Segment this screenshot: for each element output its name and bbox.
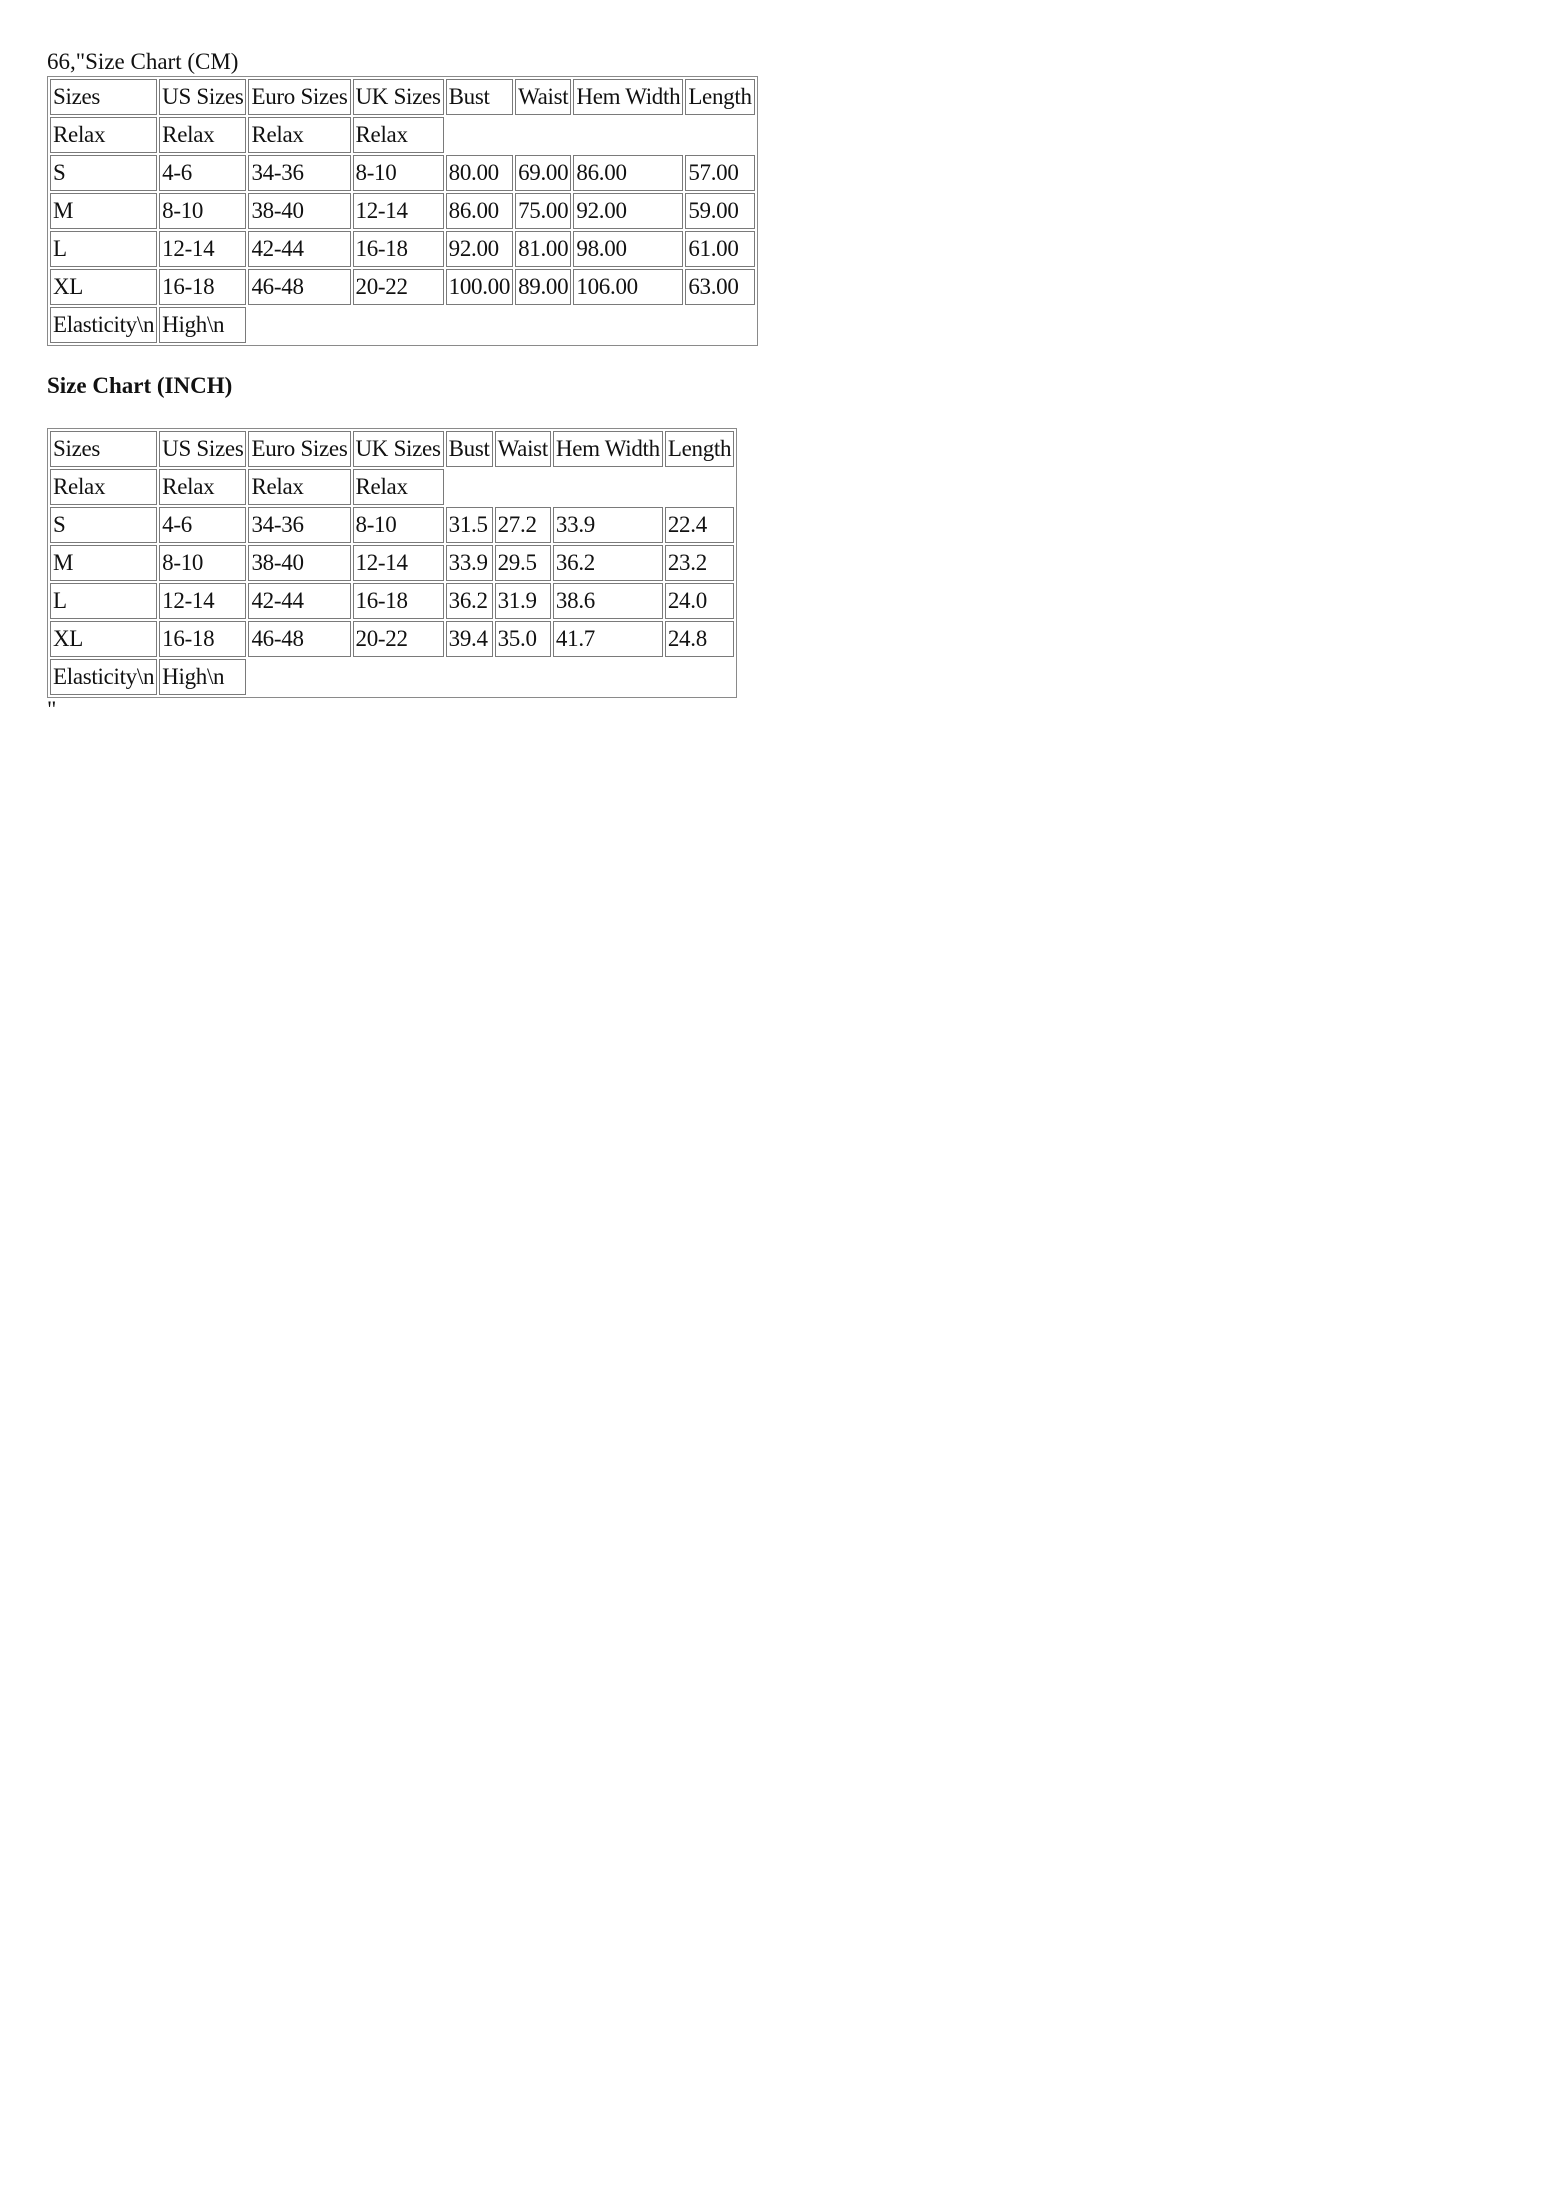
table-row <box>50 155 755 191</box>
table-row <box>50 269 755 305</box>
table-cell: 75.00 <box>515 193 571 229</box>
table-cell: 100.00 <box>446 269 513 305</box>
trailing-quote: " <box>47 697 57 722</box>
table-cell: 4-6 <box>159 507 246 543</box>
empty-cell <box>573 117 683 153</box>
table-cell: 39.4 <box>446 621 493 657</box>
table-cell: Sizes <box>50 431 157 467</box>
table-cell: 42-44 <box>248 231 350 267</box>
table-cell: 41.7 <box>553 621 663 657</box>
table-cell: Hem Width <box>573 79 683 115</box>
table-cell: Relax <box>50 469 157 505</box>
empty-cell <box>515 307 571 343</box>
table-cell: 34-36 <box>248 155 350 191</box>
empty-cell <box>248 307 350 343</box>
empty-cell <box>248 659 350 695</box>
table-cell: L <box>50 231 157 267</box>
table-cell: 80.00 <box>446 155 513 191</box>
table-cell: XL <box>50 269 157 305</box>
document-page <box>47 48 758 722</box>
table-cell: Sizes <box>50 79 157 115</box>
table-cell: Relax <box>353 469 444 505</box>
elasticity-row <box>50 307 755 343</box>
table-cell: Relax <box>159 117 246 153</box>
table-row <box>50 507 734 543</box>
table-cell: 16-18 <box>353 231 444 267</box>
empty-cell <box>665 659 734 695</box>
relax-row <box>50 469 734 505</box>
table-cell: Relax <box>353 117 444 153</box>
table-cell: 86.00 <box>446 193 513 229</box>
empty-cell <box>446 307 513 343</box>
table-cell: Relax <box>248 469 350 505</box>
inch-size-table <box>47 428 737 698</box>
empty-cell <box>665 469 734 505</box>
table-cell: Euro Sizes <box>248 431 350 467</box>
table-cell: 61.00 <box>685 231 754 267</box>
empty-cell <box>685 117 754 153</box>
cm-size-table <box>47 76 758 346</box>
table-cell: Length <box>665 431 734 467</box>
table-cell: 57.00 <box>685 155 754 191</box>
table-cell: 42-44 <box>248 583 350 619</box>
table-row <box>50 621 734 657</box>
table-cell: 27.2 <box>495 507 551 543</box>
table-cell: Waist <box>515 79 571 115</box>
table-cell: 29.5 <box>495 545 551 581</box>
table-cell: US Sizes <box>159 431 246 467</box>
table-cell: Bust <box>446 431 493 467</box>
table-cell: L <box>50 583 157 619</box>
table-cell: 89.00 <box>515 269 571 305</box>
table-cell: 12-14 <box>159 583 246 619</box>
table-cell: 33.9 <box>553 507 663 543</box>
table-cell: 63.00 <box>685 269 754 305</box>
table-cell: 16-18 <box>353 583 444 619</box>
header-row <box>50 431 734 467</box>
table-cell: 8-10 <box>159 193 246 229</box>
table-row <box>50 193 755 229</box>
table-cell: S <box>50 155 157 191</box>
table-row <box>50 583 734 619</box>
table-cell: 106.00 <box>573 269 683 305</box>
table-cell: M <box>50 545 157 581</box>
table-cell: 24.0 <box>665 583 734 619</box>
table-cell: 33.9 <box>446 545 493 581</box>
table-cell: 98.00 <box>573 231 683 267</box>
table-cell: 38.6 <box>553 583 663 619</box>
inch-chart-heading: Size Chart (INCH) <box>47 373 233 398</box>
table-cell: Length <box>685 79 754 115</box>
table-cell: 20-22 <box>353 621 444 657</box>
table-cell: Elasticity\n <box>50 307 157 343</box>
table-cell: 36.2 <box>446 583 493 619</box>
table-cell: 12-14 <box>353 545 444 581</box>
table-cell: 34-36 <box>248 507 350 543</box>
empty-cell <box>515 117 571 153</box>
table-row <box>50 545 734 581</box>
table-cell: 36.2 <box>553 545 663 581</box>
table-cell: 16-18 <box>159 269 246 305</box>
relax-row <box>50 117 755 153</box>
header-row <box>50 79 755 115</box>
table-cell: 69.00 <box>515 155 571 191</box>
empty-cell <box>353 307 444 343</box>
empty-cell <box>495 469 551 505</box>
empty-cell <box>495 659 551 695</box>
table-cell: 92.00 <box>573 193 683 229</box>
table-cell: S <box>50 507 157 543</box>
table-cell: Elasticity\n <box>50 659 157 695</box>
table-cell: 8-10 <box>353 507 444 543</box>
table-cell: UK Sizes <box>353 431 444 467</box>
table-cell: Euro Sizes <box>248 79 350 115</box>
table-cell: 46-48 <box>248 621 350 657</box>
table-cell: 86.00 <box>573 155 683 191</box>
empty-cell <box>573 307 683 343</box>
table-cell: 23.2 <box>665 545 734 581</box>
table-cell: 31.9 <box>495 583 551 619</box>
empty-cell <box>685 307 754 343</box>
table-cell: 8-10 <box>159 545 246 581</box>
empty-cell <box>446 117 513 153</box>
table-cell: High\n <box>159 307 246 343</box>
table-cell: 4-6 <box>159 155 246 191</box>
table-cell: 59.00 <box>685 193 754 229</box>
table-cell: Relax <box>159 469 246 505</box>
table-cell: 38-40 <box>248 545 350 581</box>
empty-cell <box>353 659 444 695</box>
table-cell: 38-40 <box>248 193 350 229</box>
table-cell: 81.00 <box>515 231 571 267</box>
table-cell: 46-48 <box>248 269 350 305</box>
table-cell: 31.5 <box>446 507 493 543</box>
table-cell: XL <box>50 621 157 657</box>
table-cell: 20-22 <box>353 269 444 305</box>
table-cell: 22.4 <box>665 507 734 543</box>
empty-cell <box>553 469 663 505</box>
table-cell: 16-18 <box>159 621 246 657</box>
table-cell: 35.0 <box>495 621 551 657</box>
table-cell: Waist <box>495 431 551 467</box>
table-cell: 24.8 <box>665 621 734 657</box>
table-row <box>50 231 755 267</box>
table-cell: Bust <box>446 79 513 115</box>
table-cell: US Sizes <box>159 79 246 115</box>
table-cell: High\n <box>159 659 246 695</box>
table-cell: 8-10 <box>353 155 444 191</box>
empty-cell <box>553 659 663 695</box>
elasticity-row <box>50 659 734 695</box>
cm-chart-heading: 66,"Size Chart (CM) <box>47 49 239 74</box>
table-cell: 12-14 <box>353 193 444 229</box>
table-cell: 12-14 <box>159 231 246 267</box>
empty-cell <box>446 659 493 695</box>
table-cell: M <box>50 193 157 229</box>
table-cell: UK Sizes <box>353 79 444 115</box>
table-cell: Hem Width <box>553 431 663 467</box>
table-cell: Relax <box>248 117 350 153</box>
empty-cell <box>446 469 493 505</box>
table-cell: 92.00 <box>446 231 513 267</box>
table-cell: Relax <box>50 117 157 153</box>
